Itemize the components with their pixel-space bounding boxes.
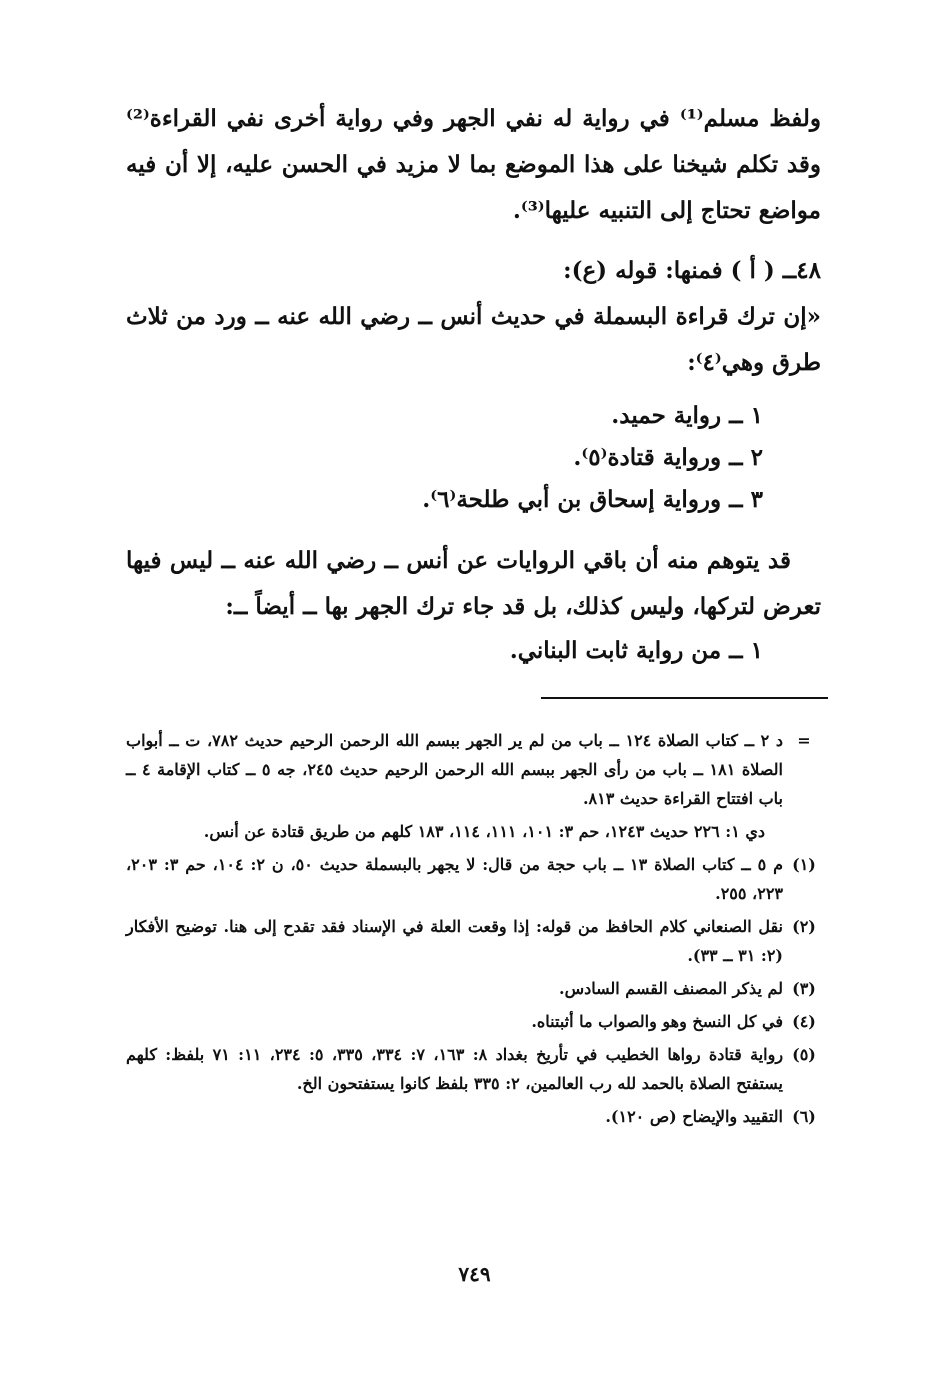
footnote-2: [126, 912, 821, 970]
paragraph-1: ولفظ مسلم⁽¹⁾ في رواية له نفي الجهر وفي رواية أخرى نفي القراءة⁽²⁾ وقد تكلم شيخنا على هذا الموضع بما لا مزيد في الحسن عليه، إلا أن فيه مواضع تحتاج إلى التنبيه عليها⁽³⁾.: [126, 105, 822, 224]
footnote-number: (٢): [792, 917, 816, 936]
quoted-passage: «إن ترك قراءة البسملة في حديث أنس ــ رضي الله عنه ــ ورد من ثلاث طرق وهي⁽٤⁾:: [126, 303, 821, 376]
list-item: ٢ ــ ورواية قتادة⁽٥⁾.: [573, 444, 763, 471]
footnote-6: [126, 1102, 821, 1131]
page-number: ٧٤٩: [458, 1262, 491, 1286]
paragraph-2: [126, 538, 821, 630]
footnote-number: (١): [792, 855, 816, 874]
footnote-3: [126, 974, 821, 1003]
footnote-number: (٥): [792, 1045, 816, 1064]
footnote-number: (٤): [792, 1012, 816, 1031]
footnote-1: [126, 850, 821, 908]
footnotes: [126, 726, 821, 1135]
footnote-text: لم يذكر المصنف القسم السادس.: [559, 979, 783, 998]
footnote-text: م ٥ ــ كتاب الصلاة ١٣ ــ باب حجة من قال: لا يجهر بالبسملة حديث ٥٠، ن ٢: ١٠٤، حم ٣: ٢٠٣، ٢٢٣، ٢٥٥.: [126, 855, 784, 903]
footnote-5: [126, 1040, 821, 1098]
narrations-list: [143, 395, 763, 521]
footnote-number: (٦): [792, 1107, 816, 1126]
footnote-text: د ٢ ــ كتاب الصلاة ١٢٤ ــ باب من لم ير الجهر ببسم الله الرحمن الرحيم حديث ٧٨٢، ت ــ أبواب الصلاة ١٨١ ــ باب من رأى الجهر ببسم الله الرحمن الرحيم حديث ٢٤٥، جه ٥ ــ كتاب الإقامة ٤ ــ باب افتتاح القراءة حديث ٨١٣.: [126, 731, 783, 808]
footnote-text: في كل النسخ وهو والصواب ما أثبتناه.: [531, 1012, 783, 1031]
paragraph-2-list-item: ١ ــ من رواية ثابت البناني.: [509, 637, 763, 664]
list-item: ١ ــ رواية حميد.: [611, 402, 763, 429]
paragraph-2-text: قد يتوهم منه أن باقي الروايات عن أنس ــ رضي الله عنه ــ ليس فيها تعرض لتركها، وليس كذلك، بل قد جاء ترك الجهر بها ــ أيضاً ــ:: [126, 547, 821, 620]
footnote-separator: [541, 697, 828, 699]
section-heading-48: ٤٨ــ ( أ ) فمنها: قوله (ع):: [563, 257, 821, 284]
footnote-continuation: [126, 726, 821, 813]
list-item: ٣ ــ ورواية إسحاق بن أبي طلحة⁽٦⁾.: [422, 486, 763, 513]
footnote-4: [126, 1007, 821, 1036]
footnote-continuation-2: دي ١: ٢٢٦ حديث ١٢٤٣، حم ٣: ١٠١، ١١١، ١١٤، ١٨٣ كلهم من طريق قتادة عن أنس.: [203, 822, 765, 841]
footnote-text: رواية قتادة رواها الخطيب في تأريخ بغداد ٨: ١٦٣، ٧: ٣٣٤، ٣٣٥، ٥: ٢٣٤، ١١: ٧١ بلفظ: كلهم يستفتح الصلاة بالحمد لله رب العالمين، ٢: ٣٣٥ بلفظ كانوا يستفتحون الخ.: [126, 1045, 784, 1093]
footnote-text: نقل الصنعاني كلام الحافظ من قوله: إذا وقعت العلة في الإسناد فقد تقدح إلى هنا. توضيح الأفكار (٢: ٣١ ــ ٣٣).: [126, 917, 783, 965]
continuation-mark: =: [797, 731, 811, 750]
footnote-text: التقييد والإيضاح (ص ١٢٠).: [605, 1107, 783, 1126]
footnote-number: (٣): [792, 979, 816, 998]
